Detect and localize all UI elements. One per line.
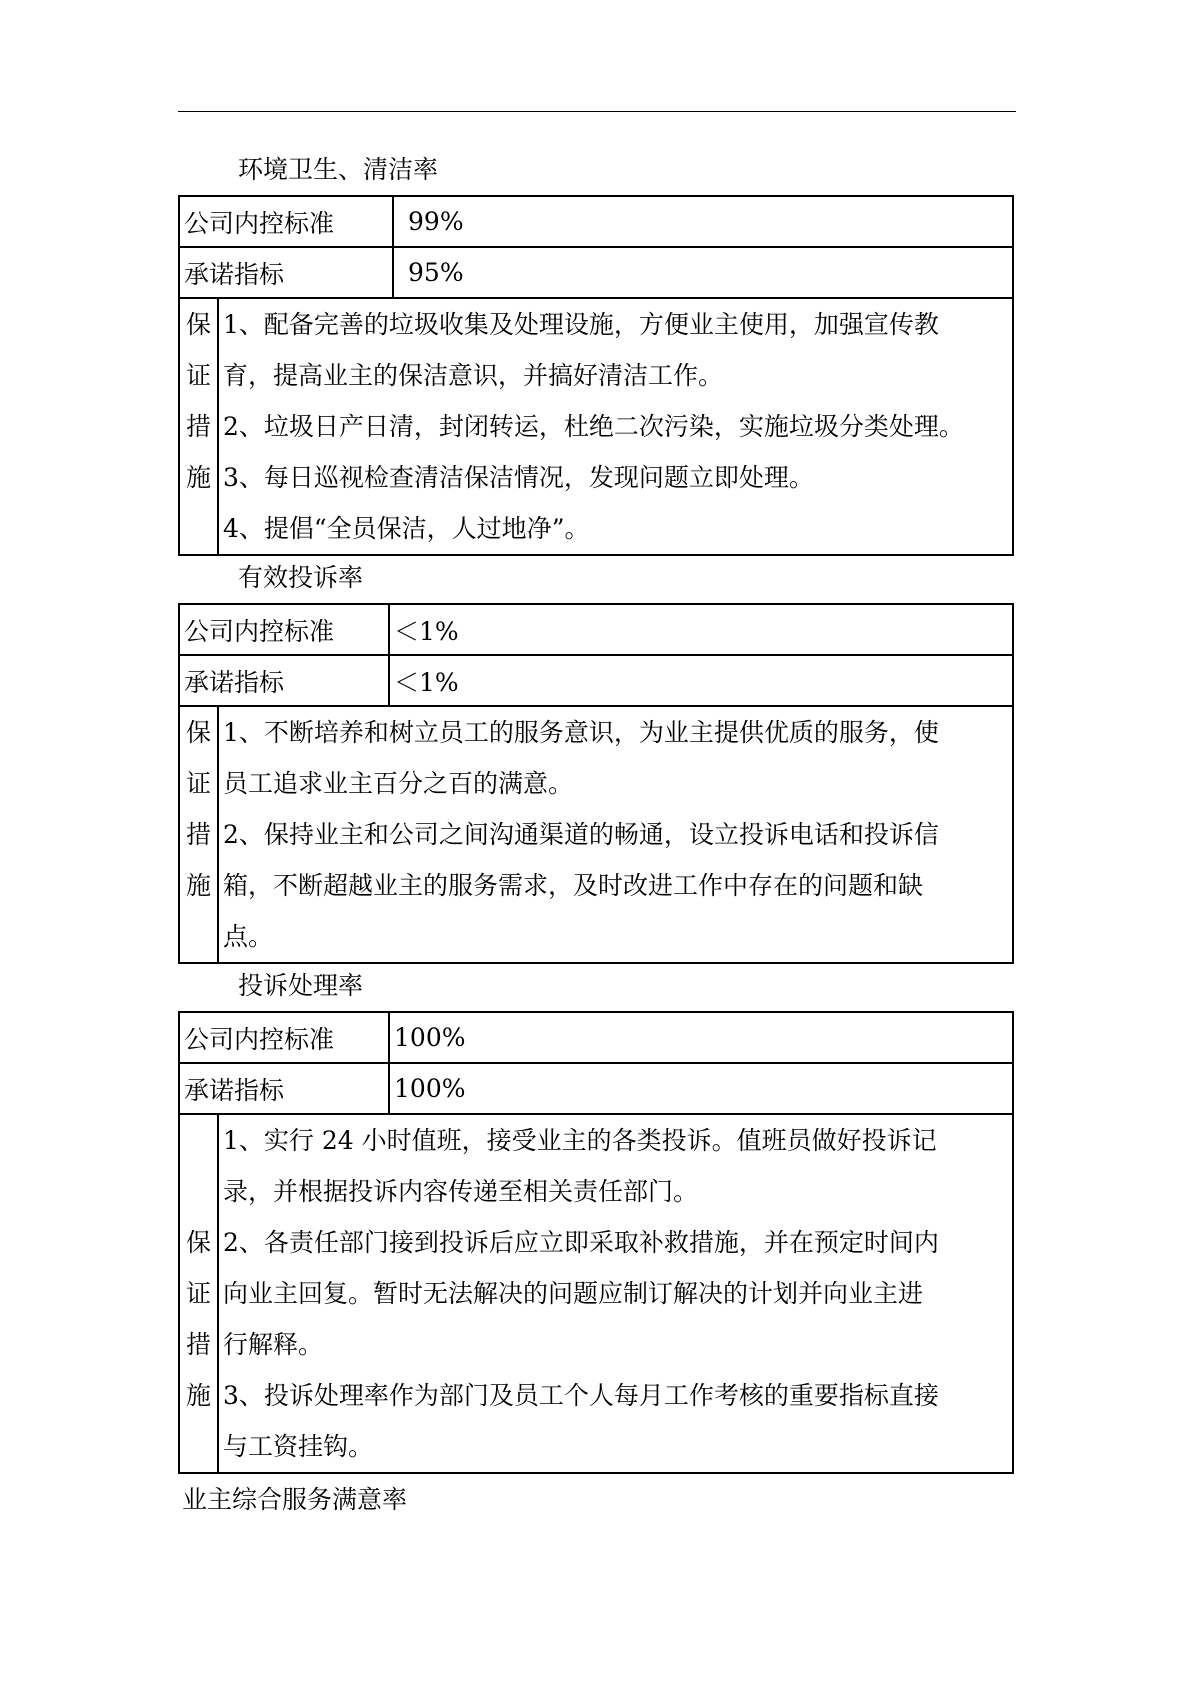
standard-label: 公司内控标准 <box>179 1012 389 1063</box>
standard-label: 公司内控标准 <box>179 604 389 655</box>
metric-table <box>178 603 1014 964</box>
standard-value: 99% <box>393 196 1013 247</box>
section-title: 投诉处理率 <box>238 971 364 1000</box>
footer-heading: 业主综合服务满意率 <box>182 1485 408 1514</box>
commit-value: ＜1% <box>389 655 1013 706</box>
metric-table <box>178 195 1014 556</box>
standard-value: 100% <box>389 1012 1013 1063</box>
measures-text: 1、实行 24 小时值班，接受业主的各类投诉。值班员做好投诉记 录，并根据投诉内容传递至相关责任部门。 2、各责任部门接到投诉后应立即采取补救措施，并在预定时间内 向业主回复。暂时无法解决的问题应制订解决的计划并向业主进 行解释。 3、投诉处理率作为部门及员工个人每月工作考核的重要指标直接 与工资挂钩。 <box>218 1114 1013 1473</box>
measures-label: 保 证 措 施 <box>179 298 218 555</box>
commit-value: 95% <box>393 247 1013 298</box>
measures-text: 1、不断培养和树立员工的服务意识，为业主提供优质的服务，使 员工追求业主百分之百的满意。 2、保持业主和公司之间沟通渠道的畅通，设立投诉电话和投诉信 箱，不断超越业主的服务需求，及时改进工作中存在的问题和缺 点。 <box>218 706 1013 963</box>
commit-value: 100% <box>389 1063 1013 1114</box>
measures-text: 1、配备完善的垃圾收集及处理设施，方便业主使用，加强宣传教 育，提高业主的保洁意识，并搞好清洁工作。 2、垃圾日产日清，封闭转运，杜绝二次污染，实施垃圾分类处理。 3、每日巡视检查清洁保洁情况，发现问题立即处理。 4、提倡“全员保洁，人过地净”。 <box>218 298 1013 555</box>
metric-table <box>178 1011 1014 1474</box>
commit-label: 承诺指标 <box>179 655 389 706</box>
commit-label: 承诺指标 <box>179 247 393 298</box>
section-title: 环境卫生、清洁率 <box>238 155 439 184</box>
commit-label: 承诺指标 <box>179 1063 389 1114</box>
measures-label: 保 证 措 施 <box>179 706 218 963</box>
section-title: 有效投诉率 <box>238 563 364 592</box>
standard-value: ＜1% <box>389 604 1013 655</box>
measures-label: 保 证 措 施 <box>179 1114 218 1473</box>
header-rule <box>178 111 1016 112</box>
standard-label: 公司内控标准 <box>179 196 393 247</box>
